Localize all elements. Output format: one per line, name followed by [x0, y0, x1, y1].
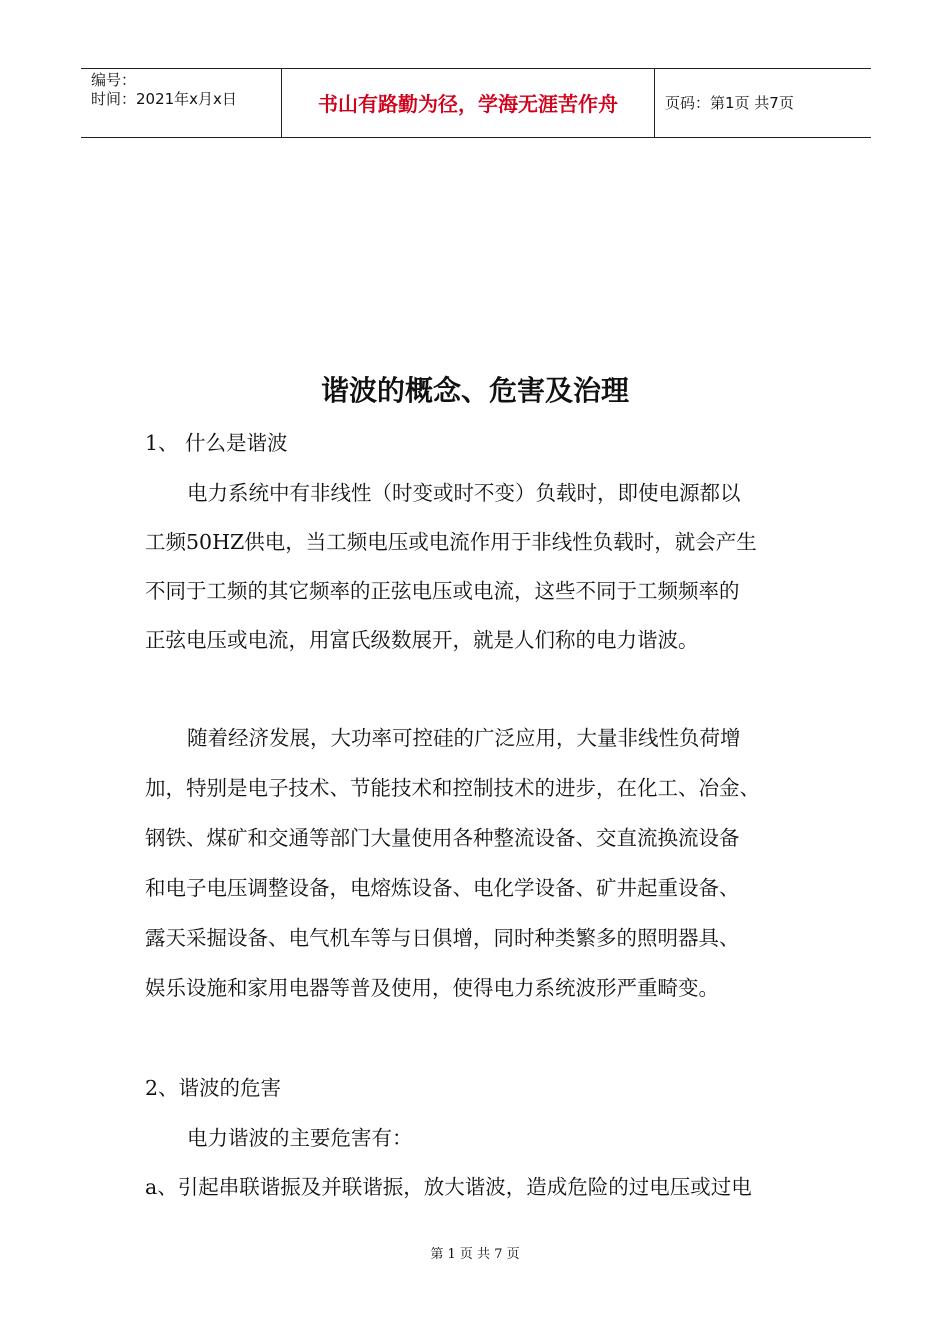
footer-page-number: 第 1 页 共 7 页 — [430, 1247, 520, 1262]
header-info-cell — [81, 69, 282, 137]
paragraph-line: 电力系统中有非线性（时变或时不变）负载时，即使电源都以 — [187, 481, 741, 505]
section-heading-1: 1、 什么是谐波 — [145, 431, 288, 455]
header-page-number: 页码：第1页 共7页 — [665, 94, 794, 112]
paragraph-line: a、引起串联谐振及并联谐振，放大谐波，造成危险的过电压或过电 — [145, 1175, 752, 1199]
header-page-cell — [655, 69, 871, 137]
header-motto: 书山有路勤为径，学海无涯苦作舟 — [318, 92, 618, 116]
paragraph-line: 工频50HZ供电，当工频电压或电流作用于非线性负载时，就会产生 — [145, 530, 757, 554]
document-number: 编号： — [91, 71, 137, 89]
document-title: 谐波的概念、危害及治理 — [320, 374, 629, 407]
paragraph-line: 电力谐波的主要危害有： — [187, 1126, 413, 1150]
paragraph-line: 娱乐设施和家用电器等普及使用，使得电力系统波形严重畸变。 — [145, 976, 719, 1000]
paragraph-line: 加，特别是电子技术、节能技术和控制技术的进步，在化工、冶金、 — [145, 776, 760, 800]
section-heading-2: 2、谐波的危害 — [145, 1076, 282, 1100]
document-time: 时间：2021年x月x日 — [91, 90, 237, 108]
paragraph-line: 随着经济发展，大功率可控硅的广泛应用，大量非线性负荷增 — [187, 726, 741, 750]
paragraph-line: 钢铁、煤矿和交通等部门大量使用各种整流设备、交直流换流设备 — [145, 826, 740, 850]
paragraph-line: 不同于工频的其它频率的正弦电压或电流，这些不同于工频频率的 — [145, 579, 740, 603]
paragraph-line: 正弦电压或电流，用富氏级数展开，就是人们称的电力谐波。 — [145, 628, 699, 652]
paragraph-line: 露天采掘设备、电气机车等与日俱增，同时种类繁多的照明器具、 — [145, 926, 740, 950]
header-motto-cell — [282, 69, 655, 137]
header-table — [81, 68, 871, 138]
paragraph-line: 和电子电压调整设备，电熔炼设备、电化学设备、矿井起重设备、 — [145, 876, 740, 900]
